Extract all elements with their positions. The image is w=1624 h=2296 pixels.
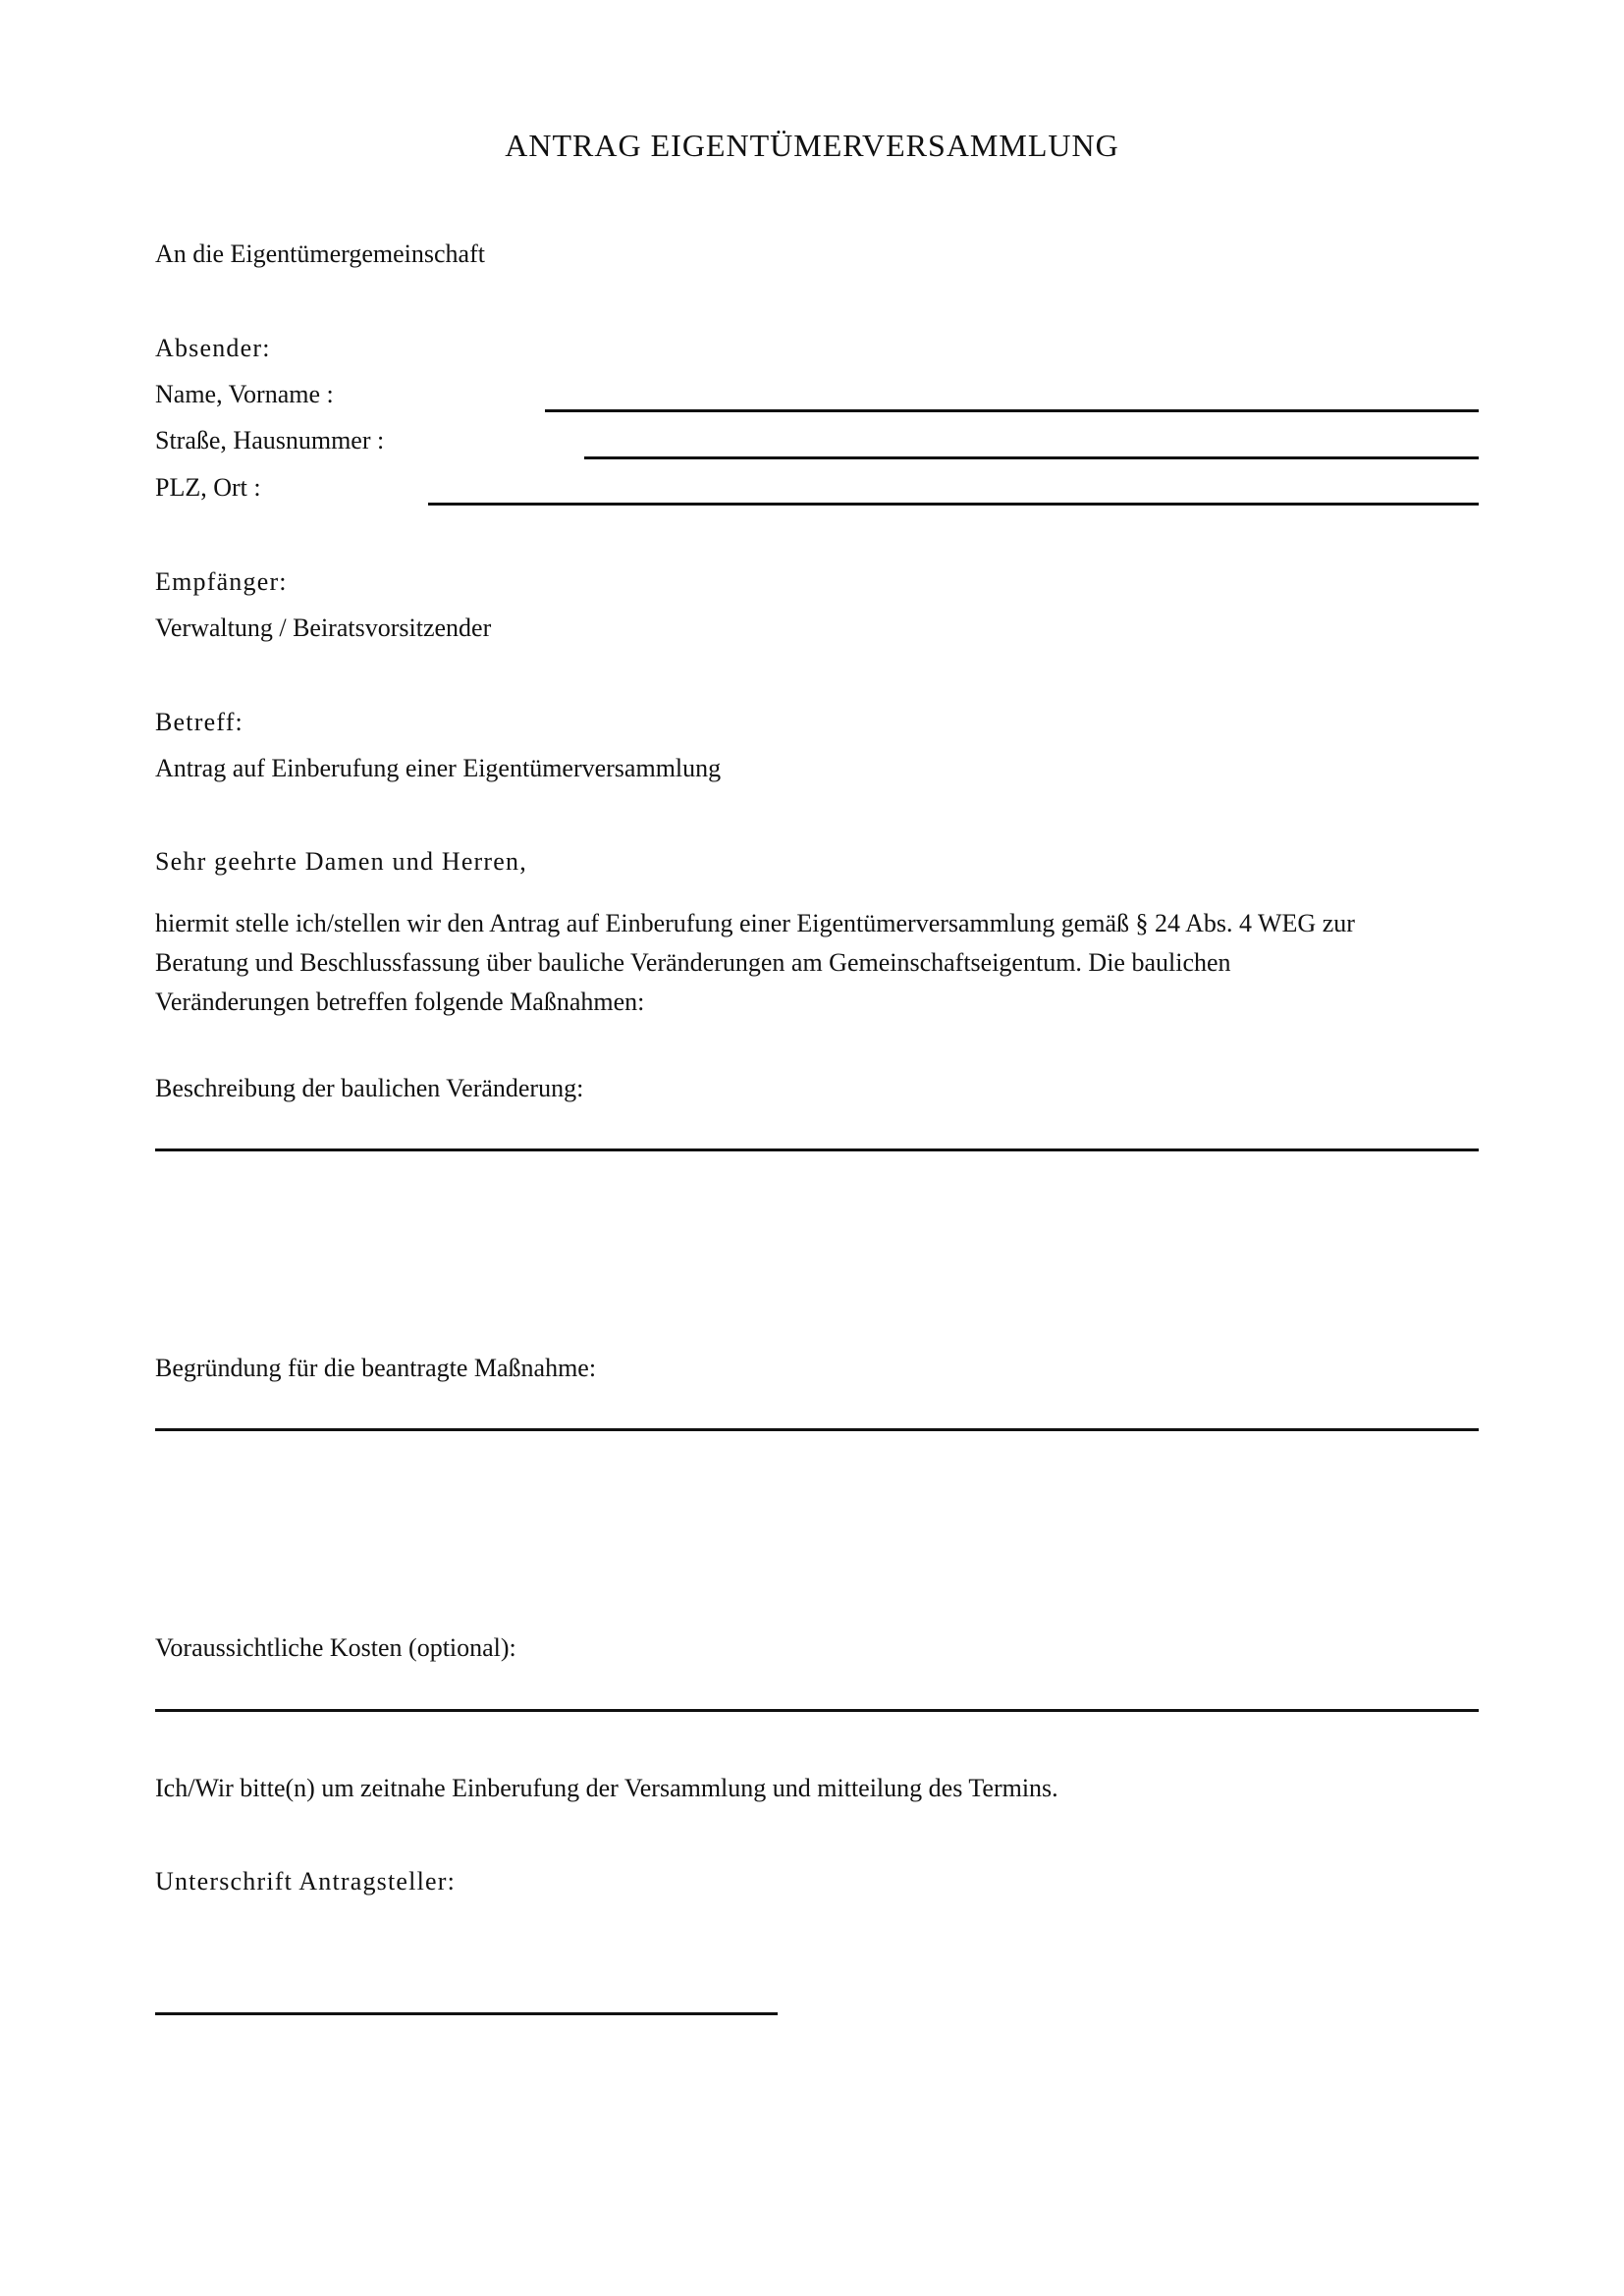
name-label: Name, Vorname : bbox=[155, 380, 334, 408]
description-field-line[interactable] bbox=[155, 1148, 1479, 1151]
body-line: Beratung und Beschlussfassung über bauliche Veränderungen am Gemeinschaftseigentum. Die baulichen bbox=[155, 948, 1231, 977]
cost-field-line[interactable] bbox=[155, 1709, 1479, 1712]
document-title: ANTRAG EIGENTÜMERVERSAMMLUNG bbox=[505, 128, 1119, 163]
salutation: Sehr geehrte Damen und Herren, bbox=[155, 847, 527, 876]
subject-heading: Betreff: bbox=[155, 708, 244, 736]
street-label: Straße, Hausnummer : bbox=[155, 426, 385, 454]
signature-field-line[interactable] bbox=[155, 2012, 778, 2015]
recipient-group: An die Eigentümergemeinschaft bbox=[155, 240, 485, 268]
description-label: Beschreibung der baulichen Veränderung: bbox=[155, 1074, 584, 1102]
city-label: PLZ, Ort : bbox=[155, 473, 261, 502]
reason-field-line[interactable] bbox=[155, 1428, 1479, 1431]
signature-label: Unterschrift Antragsteller: bbox=[155, 1867, 457, 1896]
receiver-heading: Empfänger: bbox=[155, 567, 288, 596]
body-line: Veränderungen betreffen folgende Maßnahmen: bbox=[155, 988, 645, 1016]
body-line: hiermit stelle ich/stellen wir den Antrag auf Einberufung einer Eigentümerversammlung gemäß § 24 Abs. 4 WEG zur bbox=[155, 909, 1355, 937]
name-field-line[interactable] bbox=[545, 409, 1479, 412]
closing-sentence: Ich/Wir bitte(n) um zeitnahe Einberufung der Versammlung und mitteilung des Termins. bbox=[155, 1774, 1058, 1802]
receiver-value: Verwaltung / Beiratsvorsitzender bbox=[155, 614, 492, 642]
city-field-line[interactable] bbox=[428, 503, 1479, 506]
reason-label: Begründung für die beantragte Maßnahme: bbox=[155, 1354, 597, 1382]
cost-label: Voraussichtliche Kosten (optional): bbox=[155, 1633, 516, 1662]
subject-value: Antrag auf Einberufung einer Eigentümerversammlung bbox=[155, 754, 722, 782]
sender-heading: Absender: bbox=[155, 334, 271, 362]
street-field-line[interactable] bbox=[584, 456, 1479, 459]
